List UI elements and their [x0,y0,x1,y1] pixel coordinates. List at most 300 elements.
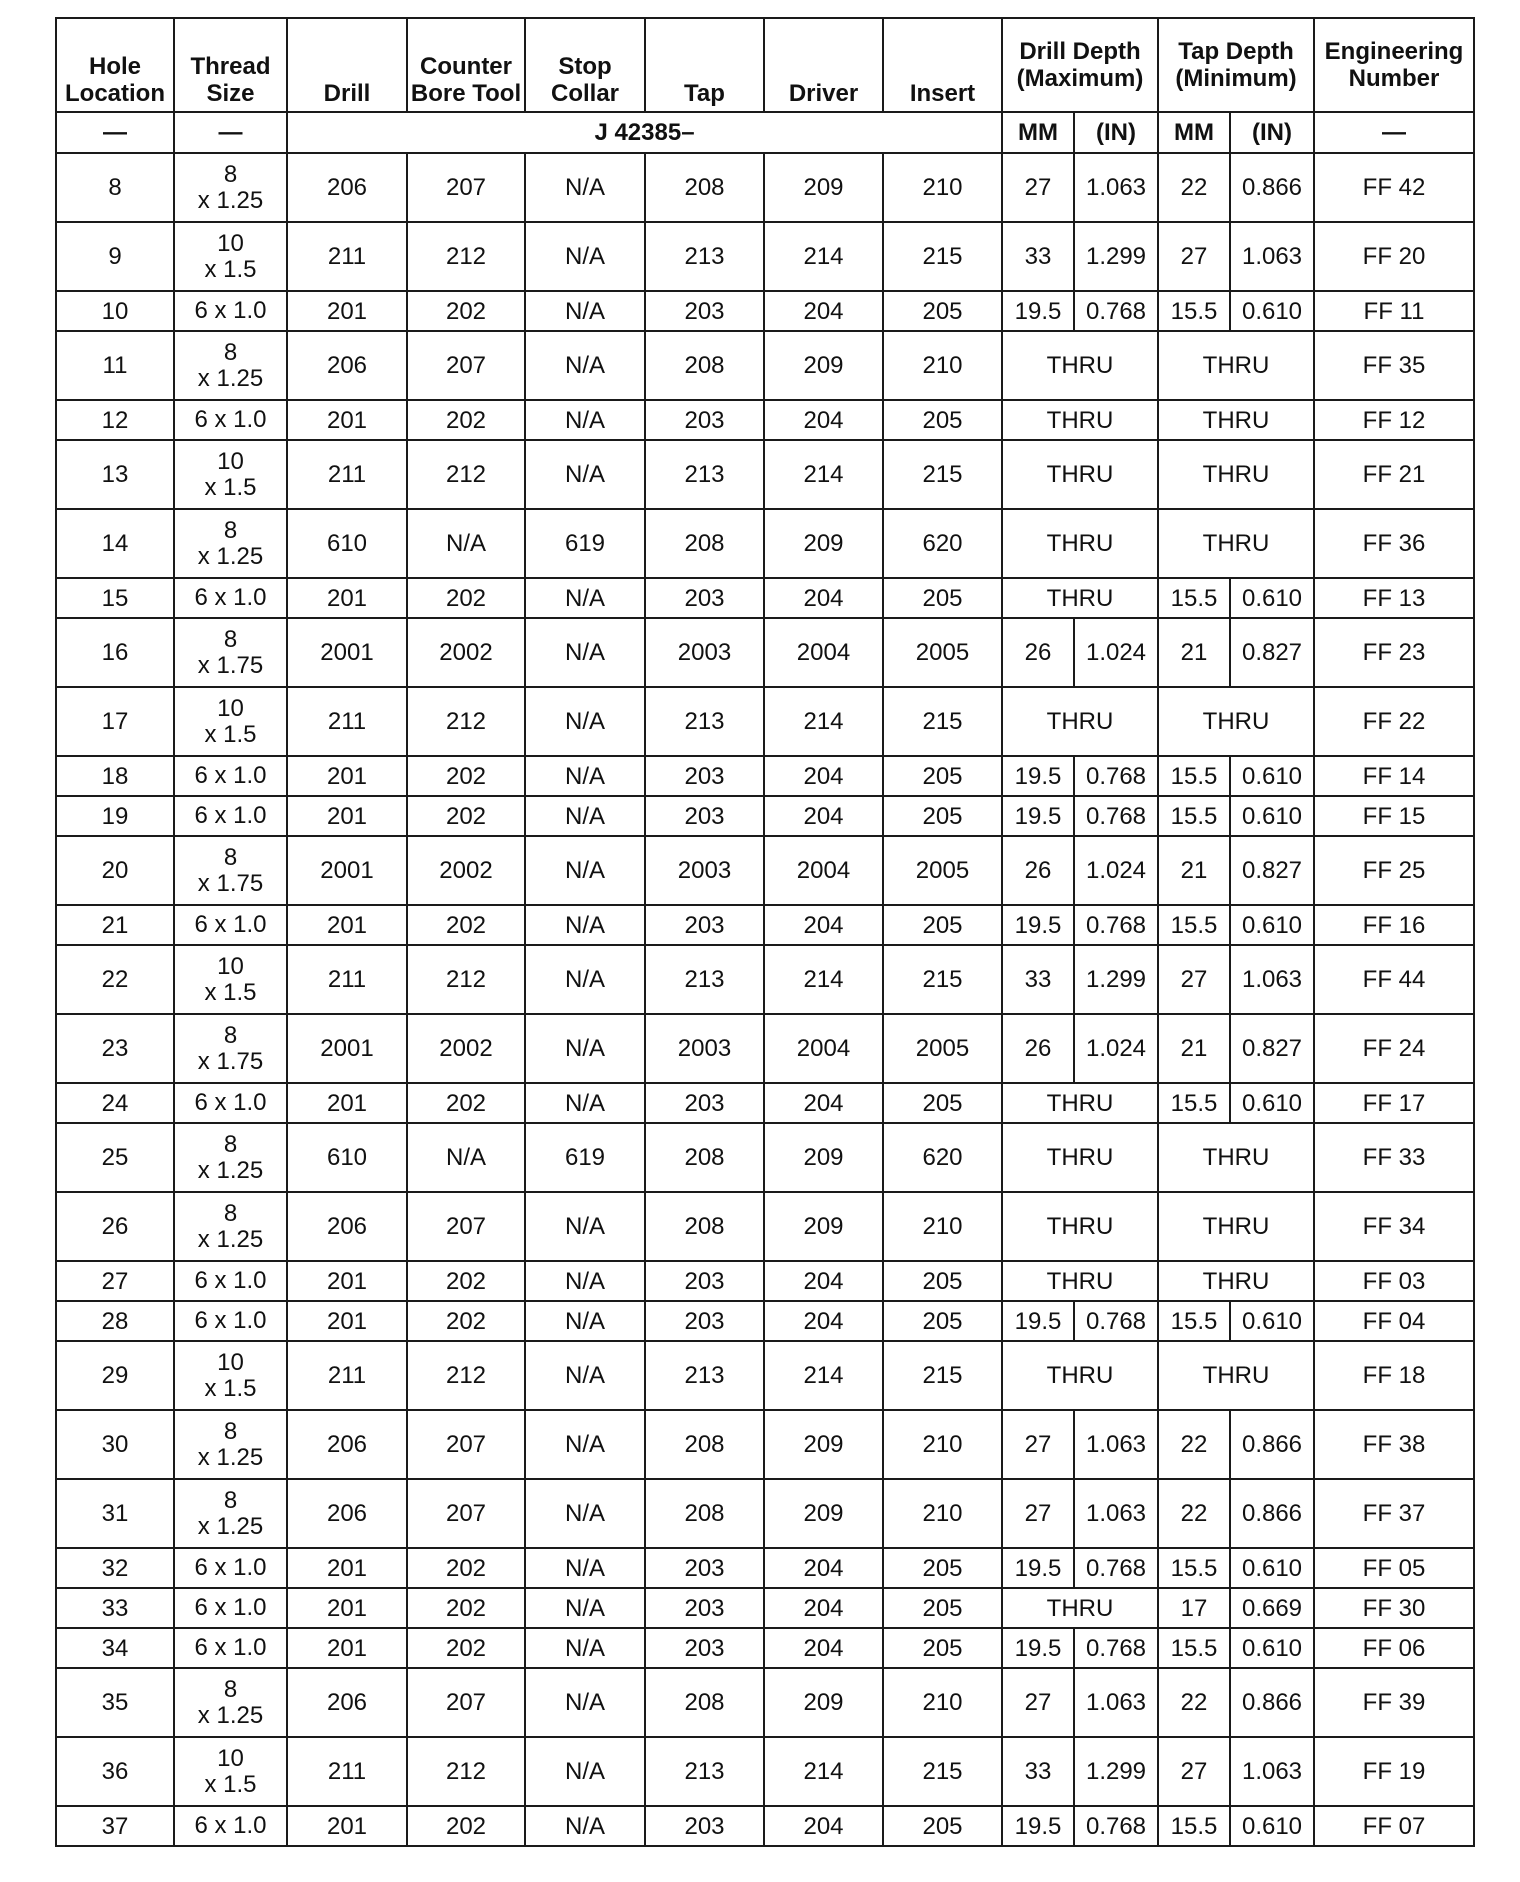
tap-depth-mm-cell: 15.5 [1158,1628,1230,1668]
thread-size-cell [174,1261,287,1301]
tap-depth-in-cell: 0.866 [1230,1479,1314,1548]
thread-size-cell [174,1668,287,1737]
counter-bore-tool-cell: 212 [407,222,525,291]
drill-depth-in-cell: 1.063 [1074,1410,1158,1479]
tap-depth-mm-cell: 15.5 [1158,796,1230,836]
engineering-number-cell: FF 36 [1314,509,1474,578]
engineering-number-cell: FF 24 [1314,1014,1474,1083]
drill-depth-in-cell: 0.768 [1074,756,1158,796]
thread-size-line: 6 x 1.0 [194,1554,267,1581]
hole-location-cell: 13 [56,440,174,509]
subheader-thread-size: — [174,112,287,153]
tap-cell: 2003 [645,618,764,687]
stop-collar-cell: N/A [525,1668,645,1737]
drill-depth-mm-cell: 19.5 [1002,291,1074,331]
drill-depth-mm-cell: 33 [1002,945,1074,1014]
thread-size-line: 6 x 1.0 [194,1634,267,1661]
thread-size-line: x 1.5 [204,473,257,501]
drill-depth-mm-cell: 19.5 [1002,1628,1074,1668]
drill-depth-thru-cell: THRU [1002,1588,1158,1628]
hole-location-cell: 17 [56,687,174,756]
thread-size-line: 8 [223,516,238,544]
tap-depth-mm-cell: 15.5 [1158,756,1230,796]
drill-cell: 2001 [287,1014,407,1083]
drill-cell: 211 [287,945,407,1014]
thread-size-line: 6 x 1.0 [194,1812,267,1839]
insert-cell: 210 [883,1668,1002,1737]
driver-cell: 209 [764,1668,883,1737]
tap-depth-in-cell: 0.610 [1230,291,1314,331]
hole-location-cell: 16 [56,618,174,687]
engineering-number-cell: FF 07 [1314,1806,1474,1846]
header-stop-collar: Stop Collar [525,18,645,112]
insert-cell: 2005 [883,1014,1002,1083]
thread-size-line: 6 x 1.0 [194,406,267,433]
hole-location-cell: 30 [56,1410,174,1479]
tap-cell: 203 [645,1588,764,1628]
engineering-number-cell: FF 13 [1314,578,1474,618]
tap-cell: 208 [645,1192,764,1261]
thread-size-cell [174,1479,287,1548]
thread-size-line: 10 [217,694,244,722]
thread-size-cell [174,687,287,756]
thread-size-cell [174,1410,287,1479]
counter-bore-tool-cell: 202 [407,756,525,796]
counter-bore-tool-cell: 212 [407,440,525,509]
engineering-number-cell: FF 14 [1314,756,1474,796]
driver-cell: 204 [764,1548,883,1588]
stop-collar-cell: N/A [525,1341,645,1410]
thread-size-line: 8 [223,1417,238,1445]
driver-cell: 204 [764,796,883,836]
drill-depth-mm-cell: 19.5 [1002,1806,1074,1846]
drill-depth-in-cell: 0.768 [1074,1548,1158,1588]
tap-depth-in-cell: 0.866 [1230,1410,1314,1479]
engineering-number-cell: FF 17 [1314,1083,1474,1123]
tap-depth-mm-cell: 15.5 [1158,1548,1230,1588]
table-body [56,153,1474,1846]
drill-depth-mm-cell: 27 [1002,1668,1074,1737]
tap-cell: 213 [645,945,764,1014]
stop-collar-cell: N/A [525,578,645,618]
drill-cell: 201 [287,1806,407,1846]
tap-cell: 2003 [645,836,764,905]
thread-size-line: x 1.25 [197,186,264,214]
engineering-number-cell: FF 20 [1314,222,1474,291]
thread-size-line: 10 [217,952,244,980]
table-row [56,618,1474,687]
tap-depth-in-cell: 0.610 [1230,1301,1314,1341]
tap-cell: 203 [645,1628,764,1668]
drill-cell: 211 [287,1341,407,1410]
counter-bore-tool-cell: 202 [407,1083,525,1123]
tap-cell: 203 [645,905,764,945]
table-row [56,509,1474,578]
tap-depth-mm-cell: 27 [1158,1737,1230,1806]
subheader-tool-prefix: J 42385– [287,112,1002,153]
counter-bore-tool-cell: 207 [407,1192,525,1261]
drill-depth-thru-cell: THRU [1002,331,1158,400]
insert-cell: 205 [883,756,1002,796]
tap-depth-thru-cell: THRU [1158,1261,1314,1301]
drill-cell: 2001 [287,836,407,905]
driver-cell: 204 [764,1588,883,1628]
engineering-number-cell: FF 34 [1314,1192,1474,1261]
thread-size-line: x 1.5 [204,255,257,283]
drill-cell: 211 [287,440,407,509]
driver-cell: 204 [764,1628,883,1668]
table-row [56,400,1474,440]
engineering-number-cell: FF 04 [1314,1301,1474,1341]
driver-cell: 209 [764,153,883,222]
hole-location-cell: 29 [56,1341,174,1410]
header-tap-depth: Tap Depth (Minimum) [1158,18,1314,112]
driver-cell: 2004 [764,1014,883,1083]
engineering-number-cell: FF 23 [1314,618,1474,687]
thread-size-line: x 1.75 [197,869,264,897]
thread-size-line: 6 x 1.0 [194,1594,267,1621]
hole-location-cell: 21 [56,905,174,945]
drill-depth-in-cell: 1.299 [1074,945,1158,1014]
stop-collar-cell: N/A [525,796,645,836]
thread-size-line: 6 x 1.0 [194,802,267,829]
insert-cell: 2005 [883,836,1002,905]
drill-cell: 211 [287,687,407,756]
insert-cell: 205 [883,1806,1002,1846]
table-row [56,222,1474,291]
table-row [56,1261,1474,1301]
insert-cell: 210 [883,1479,1002,1548]
thread-size-cell [174,1123,287,1192]
drill-depth-in-cell: 1.299 [1074,1737,1158,1806]
drill-cell: 206 [287,1410,407,1479]
header-row [56,18,1474,112]
stop-collar-cell: N/A [525,331,645,400]
engineering-number-cell: FF 12 [1314,400,1474,440]
hole-location-cell: 9 [56,222,174,291]
thread-size-cell [174,945,287,1014]
table-row [56,905,1474,945]
drill-cell: 2001 [287,618,407,687]
stop-collar-cell: N/A [525,400,645,440]
counter-bore-tool-cell: 202 [407,1588,525,1628]
drill-cell: 206 [287,153,407,222]
driver-cell: 209 [764,1123,883,1192]
tap-depth-mm-cell: 27 [1158,222,1230,291]
thread-size-line: 8 [223,1199,238,1227]
header-drill: Drill [287,18,407,112]
drill-cell: 201 [287,291,407,331]
engineering-number-cell: FF 03 [1314,1261,1474,1301]
counter-bore-tool-cell: 207 [407,1410,525,1479]
thread-size-cell [174,796,287,836]
drill-depth-in-cell: 1.024 [1074,836,1158,905]
header-drill-depth: Drill Depth (Maximum) [1002,18,1158,112]
subheader-row [56,112,1474,153]
drill-depth-mm-cell: 33 [1002,222,1074,291]
counter-bore-tool-cell: 212 [407,687,525,756]
stop-collar-cell: 619 [525,509,645,578]
driver-cell: 204 [764,756,883,796]
header-counter-bore-tool: Counter Bore Tool [407,18,525,112]
thread-size-line: 10 [217,447,244,475]
insert-cell: 210 [883,1192,1002,1261]
tap-depth-thru-cell: THRU [1158,440,1314,509]
table-row [56,945,1474,1014]
driver-cell: 204 [764,578,883,618]
counter-bore-tool-cell: 202 [407,1628,525,1668]
engineering-number-cell: FF 35 [1314,331,1474,400]
subheader-tap-in: (IN) [1230,112,1314,153]
tap-depth-in-cell: 0.610 [1230,578,1314,618]
drill-cell: 206 [287,1668,407,1737]
tap-depth-thru-cell: THRU [1158,687,1314,756]
drill-depth-mm-cell: 27 [1002,1479,1074,1548]
thread-size-cell [174,1014,287,1083]
stop-collar-cell: N/A [525,1301,645,1341]
drill-cell: 206 [287,331,407,400]
stop-collar-cell: 619 [525,1123,645,1192]
insert-cell: 620 [883,509,1002,578]
stop-collar-cell: N/A [525,1548,645,1588]
tap-cell: 213 [645,440,764,509]
engineering-number-cell: FF 15 [1314,796,1474,836]
hole-location-cell: 19 [56,796,174,836]
drill-cell: 201 [287,1548,407,1588]
insert-cell: 205 [883,1548,1002,1588]
thread-size-cell [174,1548,287,1588]
insert-cell: 620 [883,1123,1002,1192]
engineering-number-cell: FF 38 [1314,1410,1474,1479]
thread-size-line: 6 x 1.0 [194,762,267,789]
table-row [56,1083,1474,1123]
stop-collar-cell: N/A [525,836,645,905]
counter-bore-tool-cell: 207 [407,1668,525,1737]
tap-cell: 203 [645,1261,764,1301]
counter-bore-tool-cell: N/A [407,1123,525,1192]
counter-bore-tool-cell: 207 [407,153,525,222]
thread-size-cell [174,440,287,509]
tap-cell: 213 [645,687,764,756]
drill-cell: 201 [287,756,407,796]
engineering-number-cell: FF 25 [1314,836,1474,905]
thread-size-cell [174,756,287,796]
drill-depth-mm-cell: 33 [1002,1737,1074,1806]
counter-bore-tool-cell: 207 [407,331,525,400]
counter-bore-tool-cell: N/A [407,509,525,578]
hole-location-cell: 11 [56,331,174,400]
thread-size-line: 10 [217,229,244,257]
counter-bore-tool-cell: 202 [407,1301,525,1341]
thread-size-cell [174,1192,287,1261]
counter-bore-tool-cell: 212 [407,1737,525,1806]
drill-cell: 206 [287,1192,407,1261]
driver-cell: 204 [764,905,883,945]
drill-depth-thru-cell: THRU [1002,1083,1158,1123]
drill-depth-in-cell: 0.768 [1074,1628,1158,1668]
thread-size-line: x 1.5 [204,1374,257,1402]
tap-cell: 203 [645,756,764,796]
tap-cell: 208 [645,1668,764,1737]
counter-bore-tool-cell: 212 [407,945,525,1014]
drill-cell: 201 [287,1261,407,1301]
thread-size-line: x 1.25 [197,542,264,570]
hole-location-cell: 20 [56,836,174,905]
driver-cell: 204 [764,400,883,440]
tap-cell: 203 [645,1806,764,1846]
thread-size-line: 8 [223,843,238,871]
tap-depth-mm-cell: 22 [1158,153,1230,222]
thread-size-line: 8 [223,625,238,653]
table-row [56,1301,1474,1341]
stop-collar-cell: N/A [525,905,645,945]
engineering-number-cell: FF 06 [1314,1628,1474,1668]
tap-cell: 208 [645,1123,764,1192]
engineering-number-cell: FF 05 [1314,1548,1474,1588]
insert-cell: 205 [883,905,1002,945]
hole-location-cell: 31 [56,1479,174,1548]
drill-depth-thru-cell: THRU [1002,440,1158,509]
tap-cell: 213 [645,222,764,291]
tap-cell: 203 [645,796,764,836]
driver-cell: 209 [764,1410,883,1479]
stop-collar-cell: N/A [525,1410,645,1479]
drill-depth-in-cell: 1.063 [1074,1668,1158,1737]
tap-depth-in-cell: 0.610 [1230,905,1314,945]
driver-cell: 2004 [764,836,883,905]
driver-cell: 214 [764,222,883,291]
tap-cell: 2003 [645,1014,764,1083]
engineering-number-cell: FF 44 [1314,945,1474,1014]
driver-cell: 204 [764,1806,883,1846]
engineering-number-cell: FF 11 [1314,291,1474,331]
thread-size-cell [174,618,287,687]
stop-collar-cell: N/A [525,440,645,509]
insert-cell: 210 [883,1410,1002,1479]
thread-size-line: 8 [223,1021,238,1049]
thread-size-line: 6 x 1.0 [194,1089,267,1116]
stop-collar-cell: N/A [525,1628,645,1668]
tap-depth-mm-cell: 17 [1158,1588,1230,1628]
thread-size-cell [174,331,287,400]
drill-depth-mm-cell: 27 [1002,153,1074,222]
table-row [56,1806,1474,1846]
drill-depth-in-cell: 1.024 [1074,1014,1158,1083]
tap-cell: 203 [645,291,764,331]
driver-cell: 204 [764,1301,883,1341]
tap-cell: 203 [645,1301,764,1341]
driver-cell: 214 [764,1341,883,1410]
header-engineering-number: Engineering Number [1314,18,1474,112]
drill-depth-mm-cell: 19.5 [1002,1301,1074,1341]
subheader-tap-mm: MM [1158,112,1230,153]
header-driver: Driver [764,18,883,112]
thread-size-line: 8 [223,1130,238,1158]
tap-cell: 213 [645,1737,764,1806]
hole-location-cell: 37 [56,1806,174,1846]
table-row [56,1548,1474,1588]
tap-depth-in-cell: 0.610 [1230,1083,1314,1123]
drill-depth-mm-cell: 27 [1002,1410,1074,1479]
stop-collar-cell: N/A [525,945,645,1014]
tap-depth-thru-cell: THRU [1158,331,1314,400]
drill-depth-in-cell: 0.768 [1074,291,1158,331]
thread-size-line: x 1.75 [197,1047,264,1075]
hole-location-cell: 33 [56,1588,174,1628]
tap-depth-mm-cell: 21 [1158,1014,1230,1083]
thread-size-line: 6 x 1.0 [194,1307,267,1334]
counter-bore-tool-cell: 2002 [407,618,525,687]
thread-size-cell [174,1588,287,1628]
drill-depth-in-cell: 1.063 [1074,153,1158,222]
thread-size-line: x 1.5 [204,720,257,748]
hole-location-cell: 12 [56,400,174,440]
hole-location-cell: 36 [56,1737,174,1806]
drill-depth-mm-cell: 26 [1002,1014,1074,1083]
thread-size-line: x 1.25 [197,1443,264,1471]
hole-location-cell: 10 [56,291,174,331]
engineering-number-cell: FF 37 [1314,1479,1474,1548]
table-row [56,796,1474,836]
thread-size-line: x 1.75 [197,651,264,679]
tap-cell: 208 [645,153,764,222]
drill-cell: 211 [287,1737,407,1806]
insert-cell: 2005 [883,618,1002,687]
engineering-number-cell: FF 33 [1314,1123,1474,1192]
insert-cell: 205 [883,291,1002,331]
tap-cell: 203 [645,1083,764,1123]
engineering-number-cell: FF 39 [1314,1668,1474,1737]
tap-depth-in-cell: 0.827 [1230,836,1314,905]
header-insert: Insert [883,18,1002,112]
thread-size-line: 8 [223,1675,238,1703]
driver-cell: 214 [764,440,883,509]
drill-cell: 201 [287,578,407,618]
tap-cell: 203 [645,578,764,618]
drill-depth-mm-cell: 26 [1002,836,1074,905]
drill-depth-in-cell: 1.299 [1074,222,1158,291]
tap-depth-mm-cell: 22 [1158,1479,1230,1548]
tap-depth-in-cell: 1.063 [1230,945,1314,1014]
drill-depth-mm-cell: 19.5 [1002,905,1074,945]
thread-size-line: 8 [223,160,238,188]
stop-collar-cell: N/A [525,1479,645,1548]
thread-size-line: x 1.25 [197,1701,264,1729]
table-row [56,836,1474,905]
engineering-number-cell: FF 21 [1314,440,1474,509]
tap-depth-thru-cell: THRU [1158,509,1314,578]
table-row [56,756,1474,796]
thread-size-cell [174,400,287,440]
drill-depth-thru-cell: THRU [1002,1192,1158,1261]
thread-size-line: x 1.25 [197,1225,264,1253]
insert-cell: 205 [883,1628,1002,1668]
thread-size-cell [174,836,287,905]
tap-depth-mm-cell: 15.5 [1158,1806,1230,1846]
engineering-number-cell: FF 42 [1314,153,1474,222]
driver-cell: 209 [764,1192,883,1261]
thread-size-cell [174,1341,287,1410]
driver-cell: 209 [764,1479,883,1548]
tap-depth-mm-cell: 15.5 [1158,578,1230,618]
tap-cell: 208 [645,331,764,400]
tap-depth-mm-cell: 22 [1158,1410,1230,1479]
subheader-hole-location: — [56,112,174,153]
hole-location-cell: 28 [56,1301,174,1341]
driver-cell: 209 [764,331,883,400]
tap-depth-mm-cell: 21 [1158,836,1230,905]
tap-depth-in-cell: 0.866 [1230,153,1314,222]
